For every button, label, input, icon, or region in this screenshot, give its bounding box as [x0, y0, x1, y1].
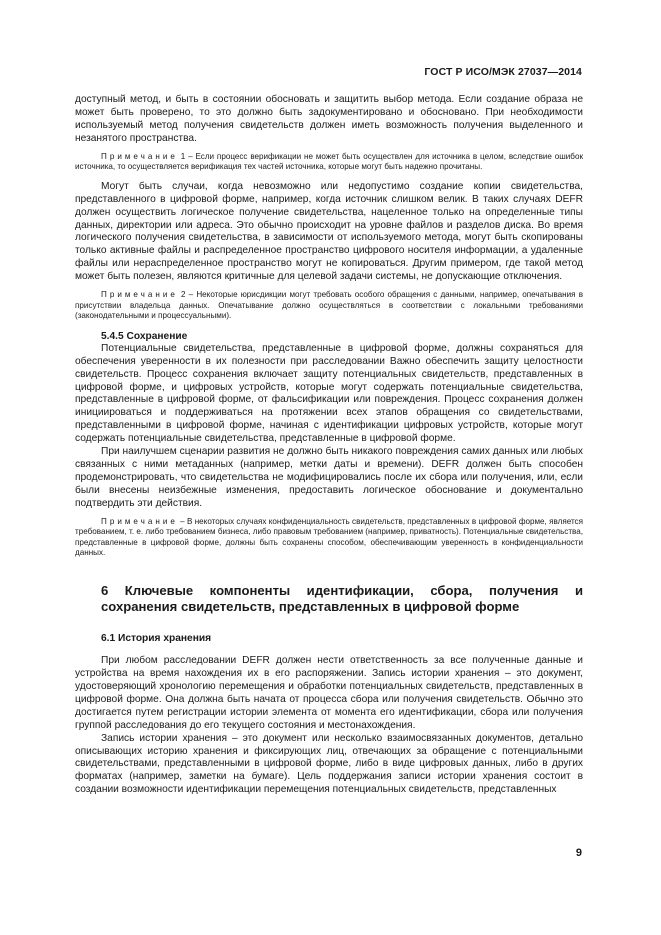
note-2 — [75, 290, 583, 322]
paragraph: При любом расследовании DEFR должен нести ответственность за все полученные данные и устройства на время нахождения их в его распоряжении. Запись истории хранения – это документ, удостоверяющий хронологию перемещения и обработки потенциальных свидетельств, представленных в цифровой форме. Она должна быть начата от процесса сбора или получения свидетельств. Обычно это достигается путем регистрации истории элемента от момента его идентификации, сбора или получения группой расследования до его текущего состояния и местонахождения. — [75, 655, 583, 731]
note-text: 1 – Если процесс верификации не может быть осуществлен для источника в целом, вследствие ошибок источника, то осуществляется верификация тех частей источника, которые могут быть надежно прочитаны. — [75, 151, 583, 172]
paragraph: Могут быть случаи, когда невозможно или недопустимо создание копии свидетельства, представленного в цифровой форме, например, когда источник слишком велик. В таких случаях DEFR должен осуществить логическое получение свидетельства, нацеленное только на определенные типы данных, директории или адреса. Это обычно происходит на уровне файлов и разделов диска. Во время логического получения свидетельства, в зависимости от используемого метода, могут быть скопированы только активные файлы и распределенное пространство цифрового носителя информации, а удаленные файлы или нераспределенное пространство могут не копироваться. Другим примером, где такой метод может быть полезен, являются критичные для целевой задачи системы, не допускающие отключения. — [75, 180, 583, 283]
note-1 — [75, 152, 583, 173]
note-text: – В некоторых случаях конфиденциальность свидетельств, представленных в цифровой форме, является требованием, т. е. либо требованием бизнеса, либо правовым требованием (например, приватность). Потенциальные свидетельства, представленные в цифровой форме, должны быть сохранены способом, обеспечивающим уверенность в конфиденциальности данных. — [75, 516, 583, 558]
note-label: Примечание — [101, 290, 178, 300]
note-text: 2 – Некоторые юрисдикции могут требовать особого обращения с данными, например, опечатывания в присутствии владельца данных. Опечатывание должно осуществляться в соответствии с локальными требованиями (законодательными и процессуальными). — [75, 290, 583, 321]
subsection-heading-5-4-5: 5.4.5 Сохранение — [101, 330, 188, 342]
paragraph: При наилучшем сценарии развития не должно быть никакого повреждения самих данных или любых связанных с ними метаданных (например, метки даты и времени). DEFR должен быть способен продемонстрировать, что свидетельства не модифицировались после их сбора или получения, или, если были внесены неизбежные изменения, предоставить логическое обоснование и документально подтвердить эти действия. — [75, 446, 583, 509]
page-content — [75, 94, 583, 797]
subsection-heading-6-1: 6.1 История хранения — [101, 633, 212, 645]
paragraph: Запись истории хранения – это документ или несколько взаимосвязанных документов, детально описывающих историю хранения и фиксирующих лиц, отвечающих за обращение с потенциальными свидетельствами, представленными в цифровой форме, либо в виде цифровых данных, либо в других форматах (например, заметки на бумаге). Цель поддержания записи истории хранения состоит в создании возможности идентификации перемещения потенциальных свидетельств, представленных — [75, 732, 583, 796]
note-3 — [75, 517, 583, 559]
page-number: 9 — [575, 847, 582, 859]
section-heading-6: 6 Ключевые компоненты идентификации, сбора, получения и сохранения свидетельств, представленных в цифровой форме — [101, 583, 583, 614]
note-label: Примечание — [101, 151, 178, 161]
note-label: Примечание — [101, 516, 178, 526]
paragraph: доступный метод, и быть в состоянии обосновать и защитить выбор метода. Если создание образа не может быть проверено, то это должно быть задокументировано и обосновано. При необходимости используемый метод получения свидетельств должен иметь возможность получения выделенного и незанятого пространства. — [75, 94, 583, 144]
paragraph: Потенциальные свидетельства, представленные в цифровой форме, должны сохраняться для обеспечения уверенности в их полезности при расследовании Важно обеспечить защиту целостности свидетельств. Процесс сохранения включает защиту потенциальных свидетельств, представленных в цифровой форме, и цифровых устройств, которые могут содержать потенциальные свидетельства, представленные в цифровой форме, от фальсификации или повреждения. Процесс сохранения должен инициироваться и поддерживаться на протяжении всех этапов обращения со свидетельствами, представленными в цифровой форме, начиная с идентификации цифровых устройств, которые могут содержать потенциальные свидетельства, представленные в цифровой форме. — [75, 342, 583, 445]
document-standard-header: ГОСТ Р ИСО/МЭК 27037—2014 — [424, 66, 582, 78]
